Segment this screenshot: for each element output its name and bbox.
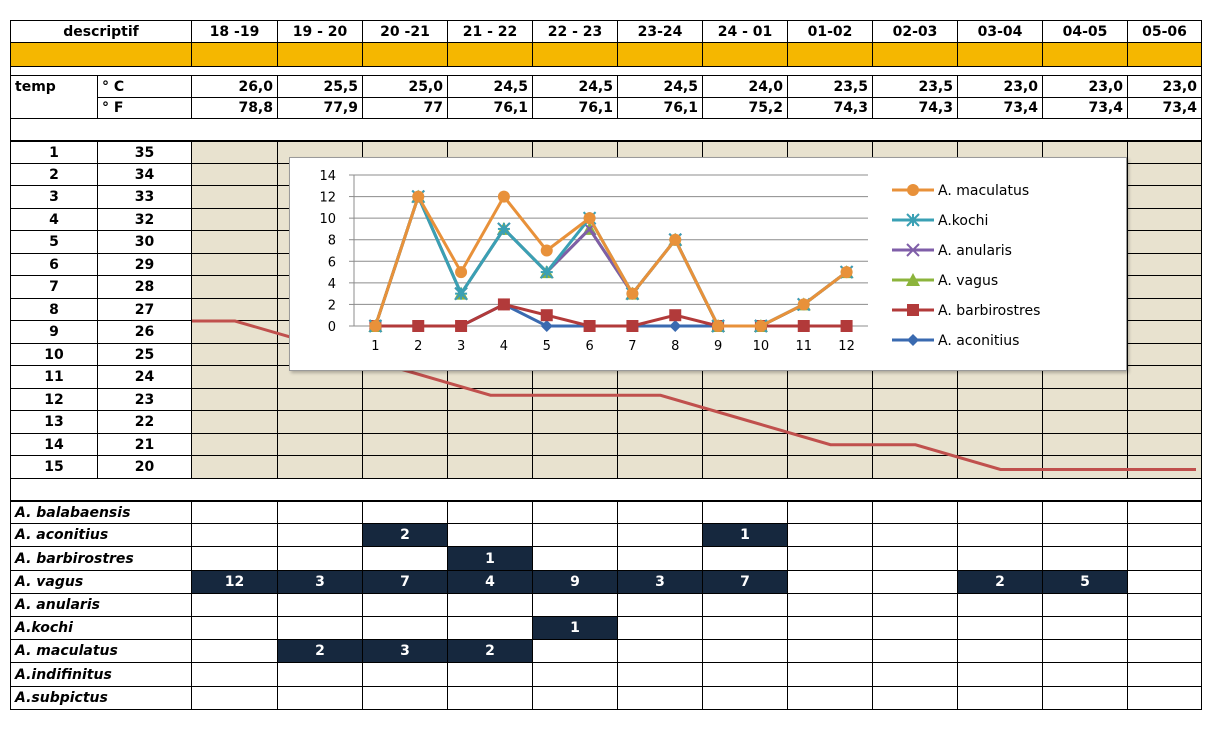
species-name[interactable]: A. maculatus [10, 640, 192, 663]
header-period[interactable]: 18 -19 [192, 20, 278, 43]
scale-temp[interactable]: 33 [98, 186, 192, 209]
scale-index[interactable]: 3 [10, 186, 98, 209]
data-point [669, 320, 681, 332]
species-count[interactable]: 4 [448, 571, 533, 594]
header-period[interactable]: 04-05 [1043, 20, 1128, 43]
scale-index[interactable]: 12 [10, 389, 98, 411]
fahrenheit-value[interactable]: 73,4 [1128, 98, 1202, 119]
scale-index[interactable]: 8 [10, 299, 98, 321]
data-point [498, 191, 510, 203]
scale-index[interactable]: 1 [10, 141, 98, 164]
scale-temp[interactable]: 22 [98, 411, 192, 434]
scale-temp[interactable]: 23 [98, 389, 192, 411]
scale-temp[interactable]: 30 [98, 231, 192, 254]
scale-temp[interactable]: 32 [98, 209, 192, 231]
header-period[interactable]: 23-24 [618, 20, 703, 43]
celsius-value[interactable]: 23,0 [958, 76, 1043, 98]
species-count[interactable]: 7 [703, 571, 788, 594]
scale-temp[interactable]: 29 [98, 254, 192, 276]
scale-temp[interactable]: 24 [98, 366, 192, 389]
scale-temp[interactable]: 26 [98, 321, 192, 344]
x-tick-label: 12 [838, 339, 855, 354]
data-point [626, 288, 638, 300]
scale-index[interactable]: 15 [10, 456, 98, 479]
data-point [626, 320, 638, 332]
fahrenheit-value[interactable]: 73,4 [958, 98, 1043, 119]
header-period[interactable]: 01-02 [788, 20, 873, 43]
scale-index[interactable]: 7 [10, 276, 98, 299]
data-point [841, 320, 853, 332]
fahrenheit-value[interactable]: 75,2 [703, 98, 788, 119]
data-point [412, 320, 424, 332]
species-name[interactable]: A. aconitius [10, 524, 192, 547]
y-tick-label: 8 [327, 233, 336, 249]
data-point [841, 266, 853, 278]
legend-label: A. aconitius [938, 333, 1020, 349]
data-point [798, 298, 810, 310]
temp-label[interactable]: temp [10, 76, 98, 98]
header-period[interactable]: 19 - 20 [278, 20, 363, 43]
chart-canvas [290, 158, 1126, 370]
data-point [541, 266, 553, 278]
species-count[interactable]: 12 [192, 571, 278, 594]
data-point [755, 320, 767, 332]
fahrenheit-value[interactable]: 78,8 [192, 98, 278, 119]
y-tick-label: 14 [319, 169, 336, 184]
x-tick-label: 7 [628, 339, 637, 354]
legend-label: A. barbirostres [938, 303, 1041, 319]
x-tick-label: 10 [752, 339, 770, 354]
legend-label: A. maculatus [938, 183, 1030, 199]
scale-temp[interactable]: 35 [98, 141, 192, 164]
fahrenheit-value[interactable]: 76,1 [448, 98, 533, 119]
data-point [455, 288, 467, 300]
species-count[interactable]: 3 [618, 571, 703, 594]
scale-temp[interactable]: 21 [98, 434, 192, 456]
header-period[interactable]: 24 - 01 [703, 20, 788, 43]
species-name[interactable]: A. barbirostres [10, 547, 192, 571]
y-tick-label: 2 [327, 298, 336, 314]
legend-marker [907, 184, 919, 196]
header-period[interactable]: 21 - 22 [448, 20, 533, 43]
fahrenheit-value[interactable]: 77,9 [278, 98, 363, 119]
unit-fahrenheit[interactable]: ° F [98, 98, 192, 119]
fahrenheit-value[interactable]: 74,3 [873, 98, 958, 119]
y-tick-label: 10 [319, 212, 336, 228]
fahrenheit-value[interactable]: 77 [363, 98, 448, 119]
celsius-value[interactable]: 26,0 [192, 76, 278, 98]
scale-index[interactable]: 13 [10, 411, 98, 434]
scale-index[interactable]: 2 [10, 164, 98, 186]
scale-temp[interactable]: 25 [98, 344, 192, 366]
species-name[interactable]: A.subpictus [10, 687, 192, 710]
species-count[interactable]: 2 [448, 640, 533, 663]
celsius-value[interactable]: 23,0 [1043, 76, 1128, 98]
data-point [455, 320, 467, 332]
data-point [798, 320, 810, 332]
data-point [541, 309, 553, 321]
celsius-value[interactable]: 24,0 [703, 76, 788, 98]
species-count[interactable]: 5 [1043, 571, 1128, 594]
x-tick-label: 5 [542, 339, 551, 354]
x-tick-label: 6 [585, 339, 594, 354]
scale-index[interactable]: 6 [10, 254, 98, 276]
legend-label: A.kochi [938, 213, 989, 229]
scale-index[interactable]: 10 [10, 344, 98, 366]
data-point [669, 309, 681, 321]
x-tick-label: 3 [456, 339, 466, 354]
species-count[interactable]: 1 [448, 547, 533, 571]
fahrenheit-value[interactable]: 73,4 [1043, 98, 1128, 119]
header-period[interactable]: 20 -21 [363, 20, 448, 43]
celsius-value[interactable]: 25,5 [278, 76, 363, 98]
species-name[interactable]: A. anularis [10, 594, 192, 617]
x-tick-label: 1 [371, 339, 380, 354]
data-point [541, 320, 553, 332]
fahrenheit-value[interactable]: 76,1 [618, 98, 703, 119]
data-point [669, 234, 681, 246]
unit-celsius[interactable]: ° C [98, 76, 192, 98]
scale-temp[interactable]: 34 [98, 164, 192, 186]
species-name[interactable]: A.indifinitus [10, 663, 192, 687]
x-tick-label: 2 [414, 339, 423, 354]
celsius-value[interactable]: 23,5 [788, 76, 873, 98]
species-name[interactable]: A. vagus [10, 571, 192, 594]
x-tick-label: 8 [671, 339, 680, 354]
celsius-value[interactable]: 23,0 [1128, 76, 1202, 98]
data-point [369, 320, 381, 332]
legend-marker [907, 214, 919, 226]
y-tick-label: 12 [319, 190, 336, 206]
header-period[interactable]: 02-03 [873, 20, 958, 43]
species-count[interactable]: 2 [278, 640, 363, 663]
data-point [584, 320, 596, 332]
species-line-chart[interactable] [289, 157, 1127, 371]
legend-marker [907, 334, 919, 346]
species-name[interactable]: A. balabaensis [10, 501, 192, 524]
scale-temp[interactable]: 28 [98, 276, 192, 299]
scale-temp[interactable]: 20 [98, 456, 192, 479]
species-count[interactable]: 1 [703, 524, 788, 547]
y-tick-label: 6 [327, 255, 336, 271]
data-point [455, 266, 467, 278]
x-tick-label: 9 [713, 339, 723, 354]
species-count[interactable]: 2 [958, 571, 1043, 594]
scale-index[interactable]: 14 [10, 434, 98, 456]
data-point [498, 298, 510, 310]
legend-marker [907, 304, 919, 316]
scale-index[interactable]: 9 [10, 321, 98, 344]
celsius-value[interactable]: 24,5 [618, 76, 703, 98]
fahrenheit-value[interactable]: 76,1 [533, 98, 618, 119]
celsius-value[interactable]: 24,5 [448, 76, 533, 98]
fahrenheit-value[interactable]: 74,3 [788, 98, 873, 119]
header-descriptif[interactable]: descriptif [10, 20, 192, 43]
species-count[interactable]: 1 [533, 617, 618, 640]
x-tick-label: 4 [499, 339, 509, 354]
species-count[interactable]: 2 [363, 524, 448, 547]
header-period[interactable]: 22 - 23 [533, 20, 618, 43]
data-point [712, 320, 724, 332]
celsius-value[interactable]: 24,5 [533, 76, 618, 98]
data-point [584, 212, 596, 224]
celsius-value[interactable]: 25,0 [363, 76, 448, 98]
scale-index[interactable]: 4 [10, 209, 98, 231]
scale-temp[interactable]: 27 [98, 299, 192, 321]
header-period[interactable]: 05-06 [1128, 20, 1202, 43]
species-name[interactable]: A.kochi [10, 617, 192, 640]
y-tick-label: 4 [327, 276, 336, 292]
header-period[interactable]: 03-04 [958, 20, 1043, 43]
data-point [498, 223, 510, 235]
scale-index[interactable]: 5 [10, 231, 98, 254]
data-point [541, 245, 553, 257]
legend-label: A. vagus [938, 273, 999, 289]
legend-label: A. anularis [938, 243, 1012, 259]
series-line [375, 304, 846, 326]
y-tick-label: 0 [327, 320, 336, 335]
species-count[interactable]: 3 [363, 640, 448, 663]
celsius-value[interactable]: 23,5 [873, 76, 958, 98]
scale-index[interactable]: 11 [10, 366, 98, 389]
species-count[interactable]: 9 [533, 571, 618, 594]
species-count[interactable]: 7 [363, 571, 448, 594]
species-count[interactable]: 3 [278, 571, 363, 594]
data-point [412, 191, 424, 203]
series-line [375, 304, 846, 326]
x-tick-label: 11 [795, 339, 813, 354]
